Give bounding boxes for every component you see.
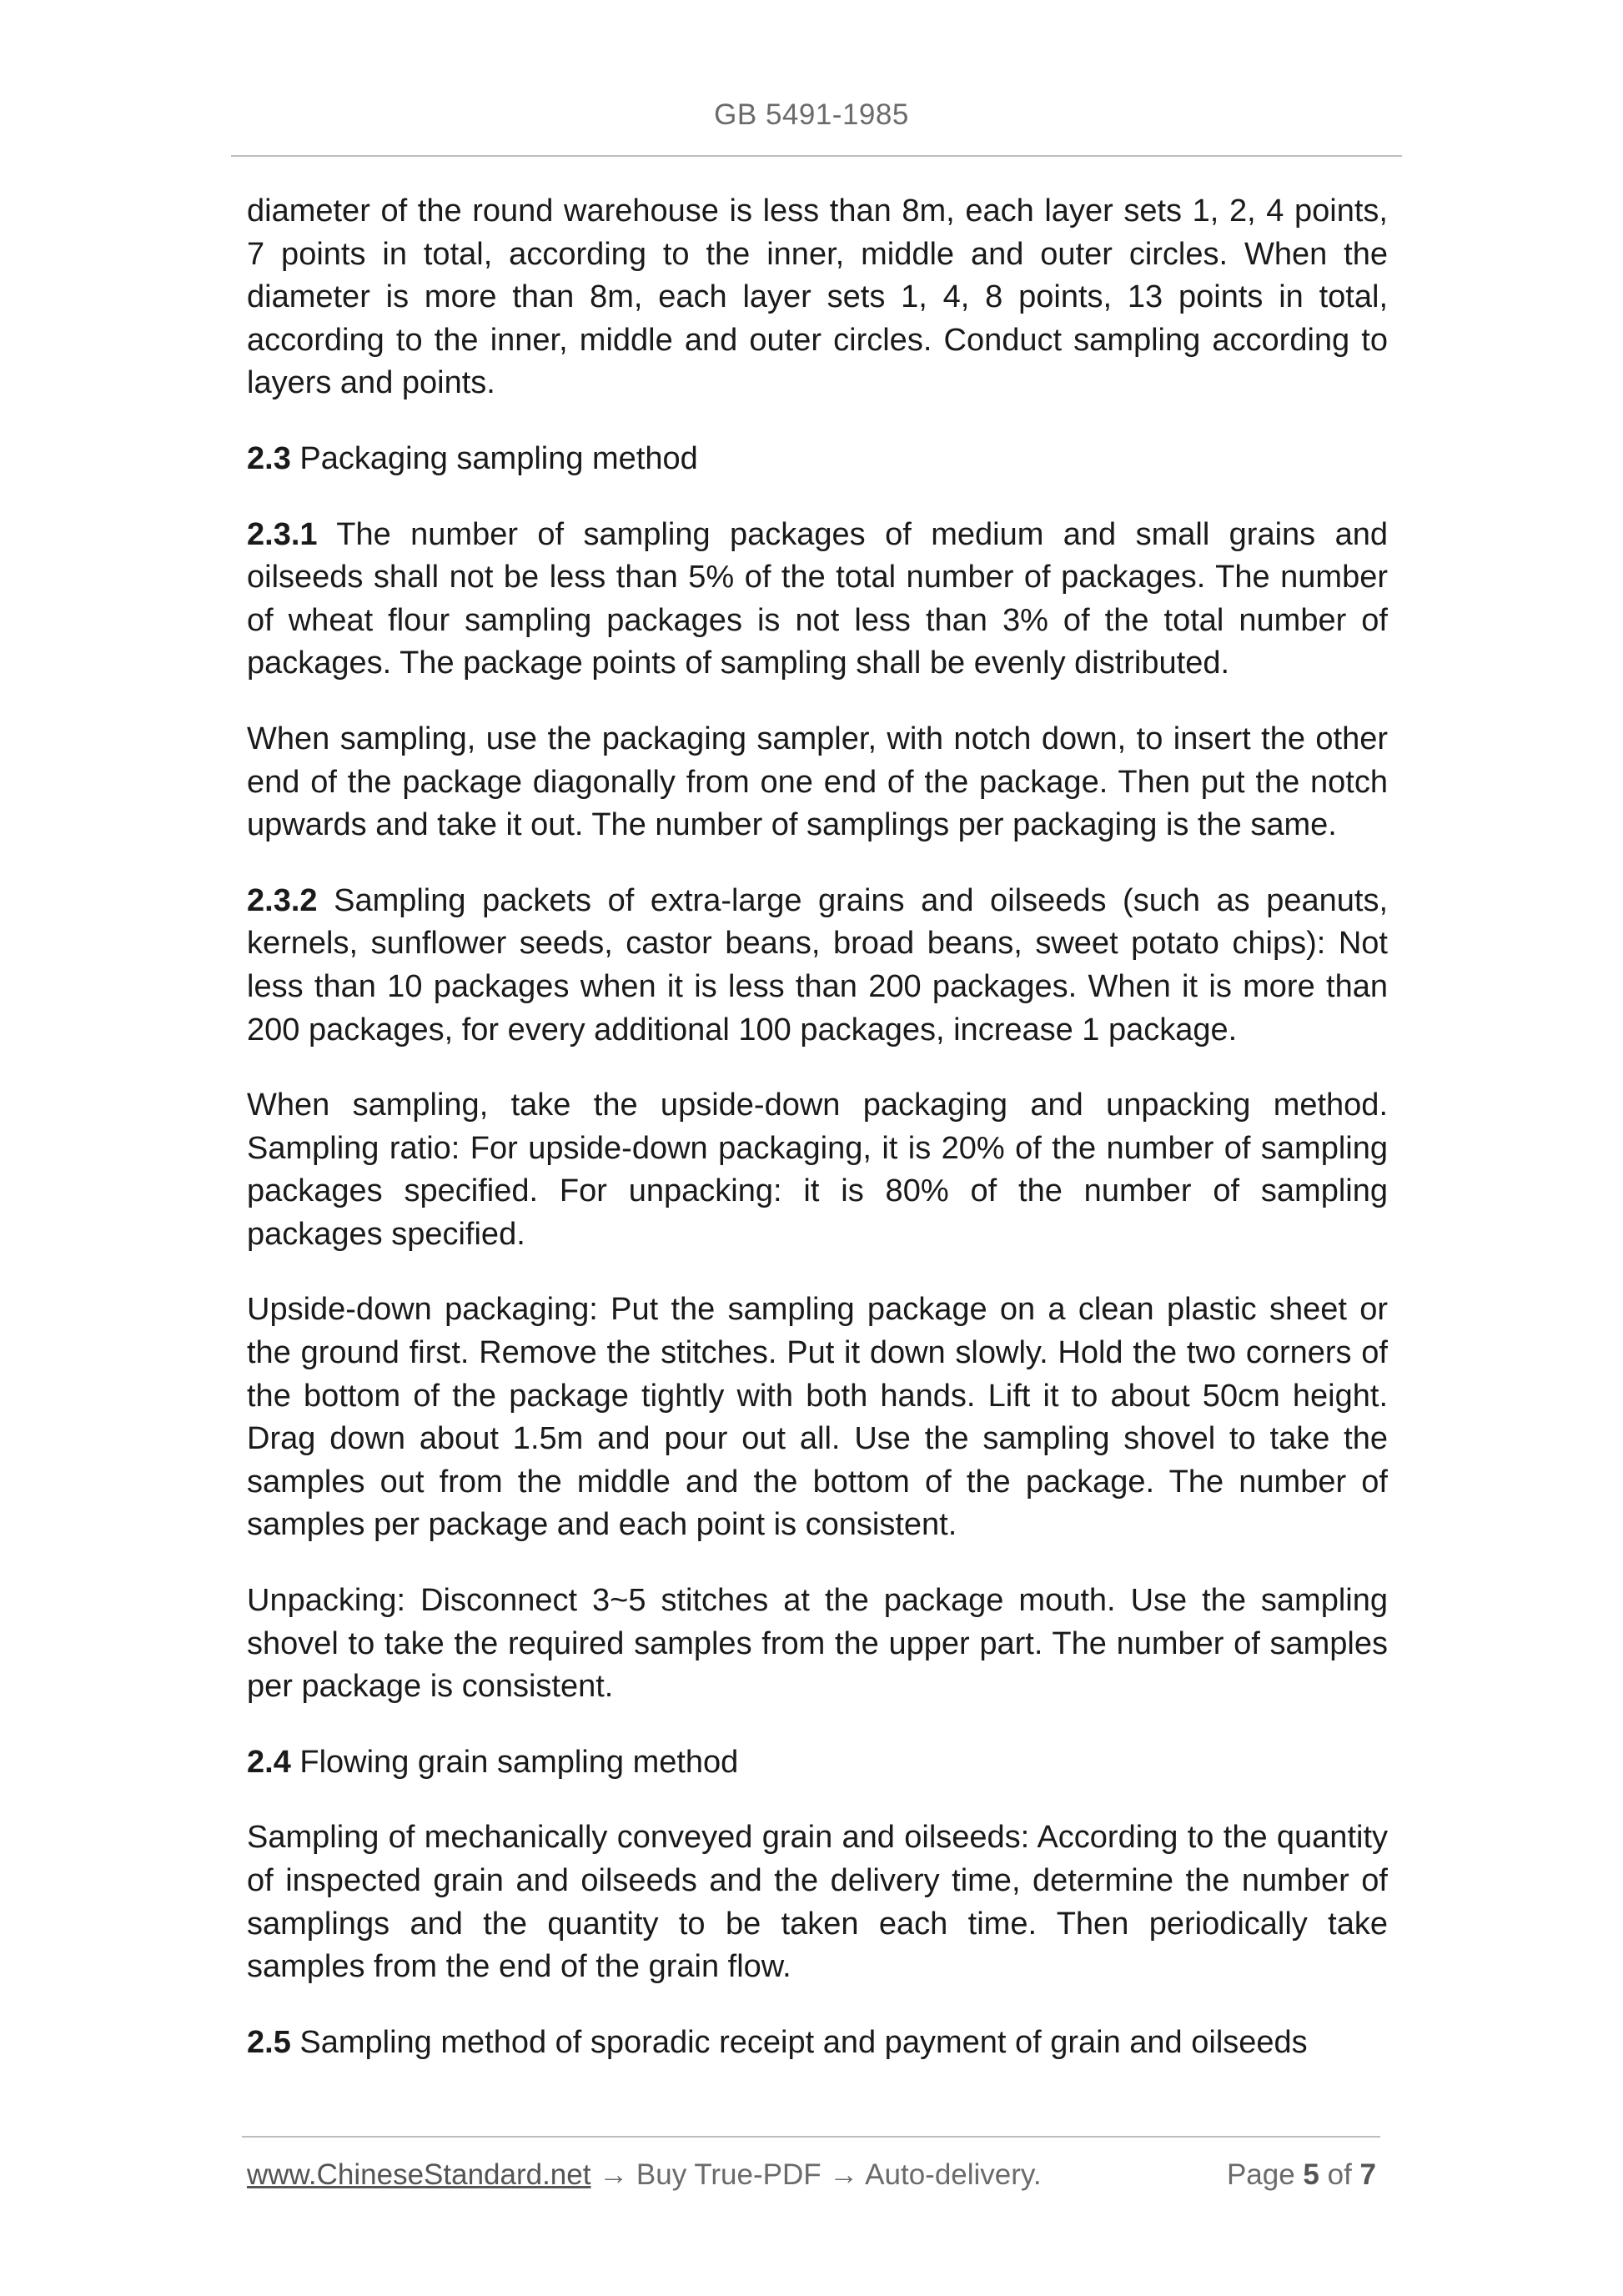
section-2-3-heading [247, 438, 1388, 481]
page-of-word: of [1319, 2158, 1360, 2191]
paragraph-mechanical-conveying [247, 1816, 1388, 1988]
paragraph-text: Upside-down packaging: Put the sampling package on a clean plastic sheet or the ground first. Remove the stitches. Put it down slowly. Hold the two corners of the bottom of the package tightly with both hands. Lift it to about 50cm height. Drag down about 1.5m and pour out all. Use the sampling shovel to take the samples out from the middle and the bottom of the package. The number of samples per package and each point is consistent. [247, 1292, 1388, 1543]
document-header: GB 5491-1985 [714, 98, 909, 131]
document-body [247, 190, 1388, 2097]
section-title: Flowing grain sampling method [290, 1744, 739, 1780]
clause-2-3-2 [247, 880, 1388, 1052]
paragraph-text: When sampling, take the upside-down packaging and unpacking method. Sampling ratio: For upside-down packaging, it is 20% of the number of sampling packages specified. For unpacking: it is 80% of the number of sampling packages specified. [247, 1088, 1388, 1252]
paragraph-sampling-ratio [247, 1084, 1388, 1256]
paragraph-sampler-usage [247, 718, 1388, 847]
clause-text: The number of sampling packages of medium and small grains and oilseeds shall not be less than 5% of the total number of packages. The number of wheat flour sampling packages is not less than 3% of the total number of packages. The package points of sampling shall be evenly distributed. [247, 516, 1388, 681]
current-page-number: 5 [1303, 2158, 1319, 2191]
paragraph-text: Unpacking: Disconnect 3~5 stitches at the package mouth. Use the sampling shovel to take the required samples from the upper part. The number of samples per package is consistent. [247, 1583, 1388, 1705]
paragraph-continuation [247, 190, 1388, 405]
website-link[interactable]: www.ChineseStandard.net [247, 2158, 591, 2191]
page-indicator [1227, 2158, 1376, 2192]
section-title: Packaging sampling method [290, 440, 698, 476]
section-title: Sampling method of sporadic receipt and payment of grain and oilseeds [290, 2024, 1308, 2060]
paragraph-text: diameter of the round warehouse is less than 8m, each layer sets 1, 2, 4 points, 7 points in total, according to the inner, middle and outer circles. When the diameter is more than 8m, each layer sets 1, 4, 8 points, 13 points in total, according to the inner, middle and outer circles. Conduct sampling according to layers and points. [247, 193, 1388, 401]
clause-number: 2.3.2 [247, 882, 318, 918]
paragraph-text: Sampling of mechanically conveyed grain and oilseeds: According to the quantity of inspected grain and oilseeds and the delivery time, determine the number of samplings and the quantity to be taken each time. Then periodically take samples from the end of the grain flow. [247, 1820, 1388, 1985]
clause-2-3-1 [247, 514, 1388, 686]
paragraph-unpacking [247, 1580, 1388, 1709]
paragraph-upside-down-packaging [247, 1289, 1388, 1547]
header-divider [231, 155, 1402, 157]
section-number: 2.3 [247, 440, 291, 476]
section-number: 2.4 [247, 1744, 291, 1780]
footer-divider [242, 2136, 1380, 2138]
section-number: 2.5 [247, 2024, 291, 2060]
section-2-5-heading [247, 2022, 1388, 2065]
clause-number: 2.3.1 [247, 516, 318, 552]
footer-promo [247, 2158, 1042, 2192]
clause-text: Sampling packets of extra-large grains and oilseeds (such as peanuts, kernels, sunflower seeds, castor beans, broad beans, sweet potato chips): Not less than 10 packages when it is less than 200 packages. When it is more than 200 packages, for every additional 100 packages, increase 1 package. [247, 882, 1388, 1048]
section-2-4-heading [247, 1741, 1388, 1785]
footer-promo-text: → Buy True-PDF → Auto-delivery. [590, 2158, 1042, 2191]
total-pages-number: 7 [1359, 2158, 1376, 2191]
page-word: Page [1226, 2158, 1304, 2191]
paragraph-text: When sampling, use the packaging sampler, with notch down, to insert the other end of the package diagonally from one end of the package. Then put the notch upwards and take it out. The number of samplings per packaging is the same. [247, 721, 1388, 843]
page-footer [247, 2158, 1381, 2200]
